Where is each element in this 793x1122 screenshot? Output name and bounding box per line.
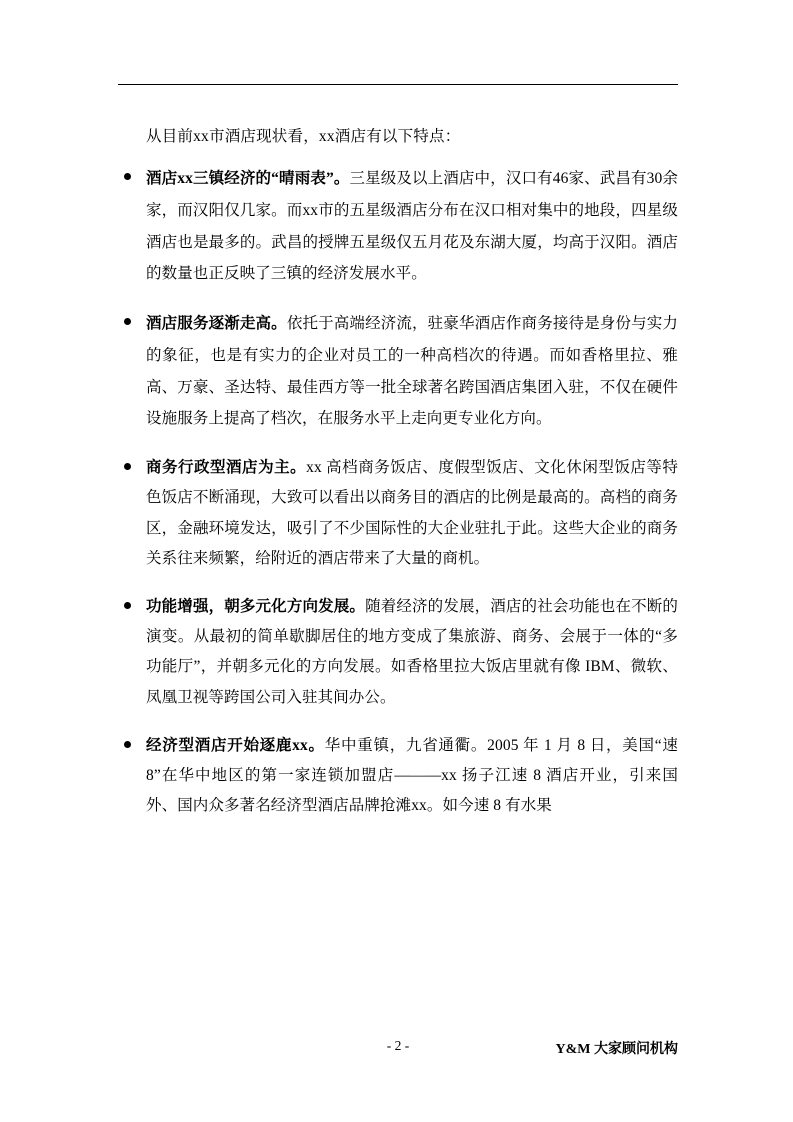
list-item-lead: 功能增强，朝多元化方向发展。	[146, 598, 366, 616]
bullet-list	[118, 163, 678, 822]
list-item-body: 随着经济的发展，酒店的社会功能也在不断的演变。从最初的简单歇脚居住的地方变成了集旅游、商务、会展于一体的“多功能厅”，并朝多元化的方向发展。如香格里拉大饭店里就有像 IBM、微软、凤凰卫视等跨国公司入驻其间办公。	[146, 598, 678, 706]
list-item	[118, 592, 678, 713]
list-item	[118, 163, 678, 290]
header-divider	[118, 84, 678, 85]
list-item	[118, 308, 678, 435]
footer-organization: Y&M 大家顾问机构	[555, 1042, 678, 1057]
list-item	[118, 453, 678, 574]
list-item	[118, 731, 678, 822]
list-item-body: 华中重镇，九省通衢。2005 年 1 月 8 日，美国“速 8”在华中地区的第一家连锁加盟店———xx 扬子江速 8 酒店开业，引来国外、国内众多著名经济型酒店品牌抢滩xx。如今速 8 有水果	[146, 736, 678, 815]
bullet-dot-icon	[124, 173, 131, 180]
list-item-lead: 经济型酒店开始逐鹿xx。	[146, 736, 325, 754]
bullet-dot-icon	[124, 741, 131, 748]
list-item-lead: 酒店服务逐渐走高。	[146, 315, 287, 333]
list-item-body: xx 高档商务饭店、度假型饭店、文化休闲型饭店等特色饭店不断涌现，大致可以看出以商务目的酒店的比例是最高的。高档的商务区，金融环境发达，吸引了不少国际性的大企业驻扎于此。这些大企业的商务关系往来频繁，给附近的酒店带来了大量的商机。	[146, 459, 678, 567]
page-content	[118, 125, 678, 840]
list-item-body: 依托于高端经济流，驻豪华酒店作商务接待是身份与实力的象征，也是有实力的企业对员工的一种高档次的待遇。而如香格里拉、雅高、万豪、圣达特、最佳西方等一批全球著名跨国酒店集团入驻，不仅在硬件设施服务上提高了档次，在服务水平上走向更专业化方向。	[146, 315, 678, 428]
bullet-dot-icon	[124, 602, 131, 609]
bullet-dot-icon	[124, 463, 131, 470]
intro-paragraph: 从目前xx市酒店现状看，xx酒店有以下特点：	[146, 128, 461, 145]
list-item-body: 三星级及以上酒店中，汉口有46家、武昌有30余家，而汉阳仅几家。而xx市的五星级酒店分布在汉口相对集中的地段，四星级酒店也是最多的。武昌的授牌五星级仅五月花及东湖大厦，均高于汉阳。酒店的数量也正反映了三镇的经济发展水平。	[146, 170, 678, 283]
list-item-lead: 商务行政型酒店为主。	[146, 459, 307, 477]
list-item-lead: 酒店xx三镇经济的“晴雨表”。	[146, 170, 350, 188]
page-number: - 2 -	[386, 1038, 410, 1053]
bullet-dot-icon	[124, 318, 131, 325]
